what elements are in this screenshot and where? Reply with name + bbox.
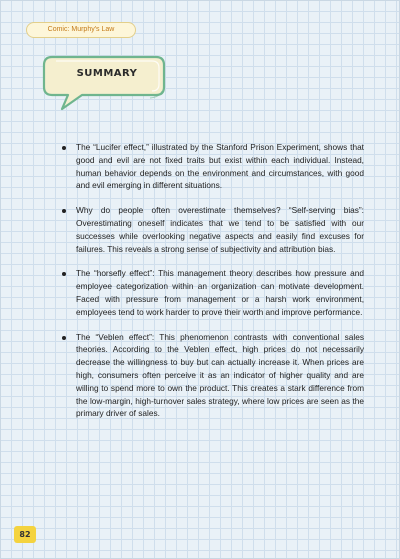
bullet-icon xyxy=(62,272,66,276)
list-item xyxy=(62,204,364,255)
list-item-text: The “horsefly effect”: This management theory describes how pressure and employee categorization within an organization can motivate development. Faced with pressure from management or a harsh work environment, employees tend to work harder to prove their worth and improve performance. xyxy=(76,268,364,317)
speech-bubble-shape xyxy=(38,53,168,113)
bullet-icon xyxy=(62,209,66,213)
chapter-tag: Comic: Murphy's Law xyxy=(26,22,136,38)
list-item-text: The “Veblen effect”: This phenomenon contrasts with conventional sales theories. According to the Veblen effect, high prices do not necessarily decrease the willingness to buy but can actually increase it. When prices are high, consumers often perceive it as an indicator of higher quality and are willing to spend more to own the product. This creates a stark difference from the low-margin, high-turnover sales strategy, where low prices are seen as the primary driver of sales. xyxy=(76,331,364,419)
summary-title: SUMMARY xyxy=(76,68,138,79)
bullet-icon xyxy=(62,146,66,150)
list-item-text: Why do people often overestimate themselves? “Self-serving bias”: Overestimating oneself indicates that we tend to be satisfied with our successes while overlooking negative aspects and easily find excuses for failures. This reveals a strong sense of subjectivity and attribution bias. xyxy=(76,205,364,254)
list-item xyxy=(62,331,364,421)
list-item xyxy=(62,267,364,318)
summary-list xyxy=(62,141,364,432)
page-number: 82 xyxy=(14,526,36,543)
bullet-icon xyxy=(62,336,66,340)
list-item xyxy=(62,141,364,192)
summary-speech-bubble xyxy=(38,53,168,113)
list-item-text: The “Lucifer effect,” illustrated by the Stanford Prison Experiment, shows that good and evil are not fixed traits but exist within each individual. Instead, human behavior depends on the environment and circumstances, with good and evil emerging in different situations. xyxy=(76,142,364,191)
